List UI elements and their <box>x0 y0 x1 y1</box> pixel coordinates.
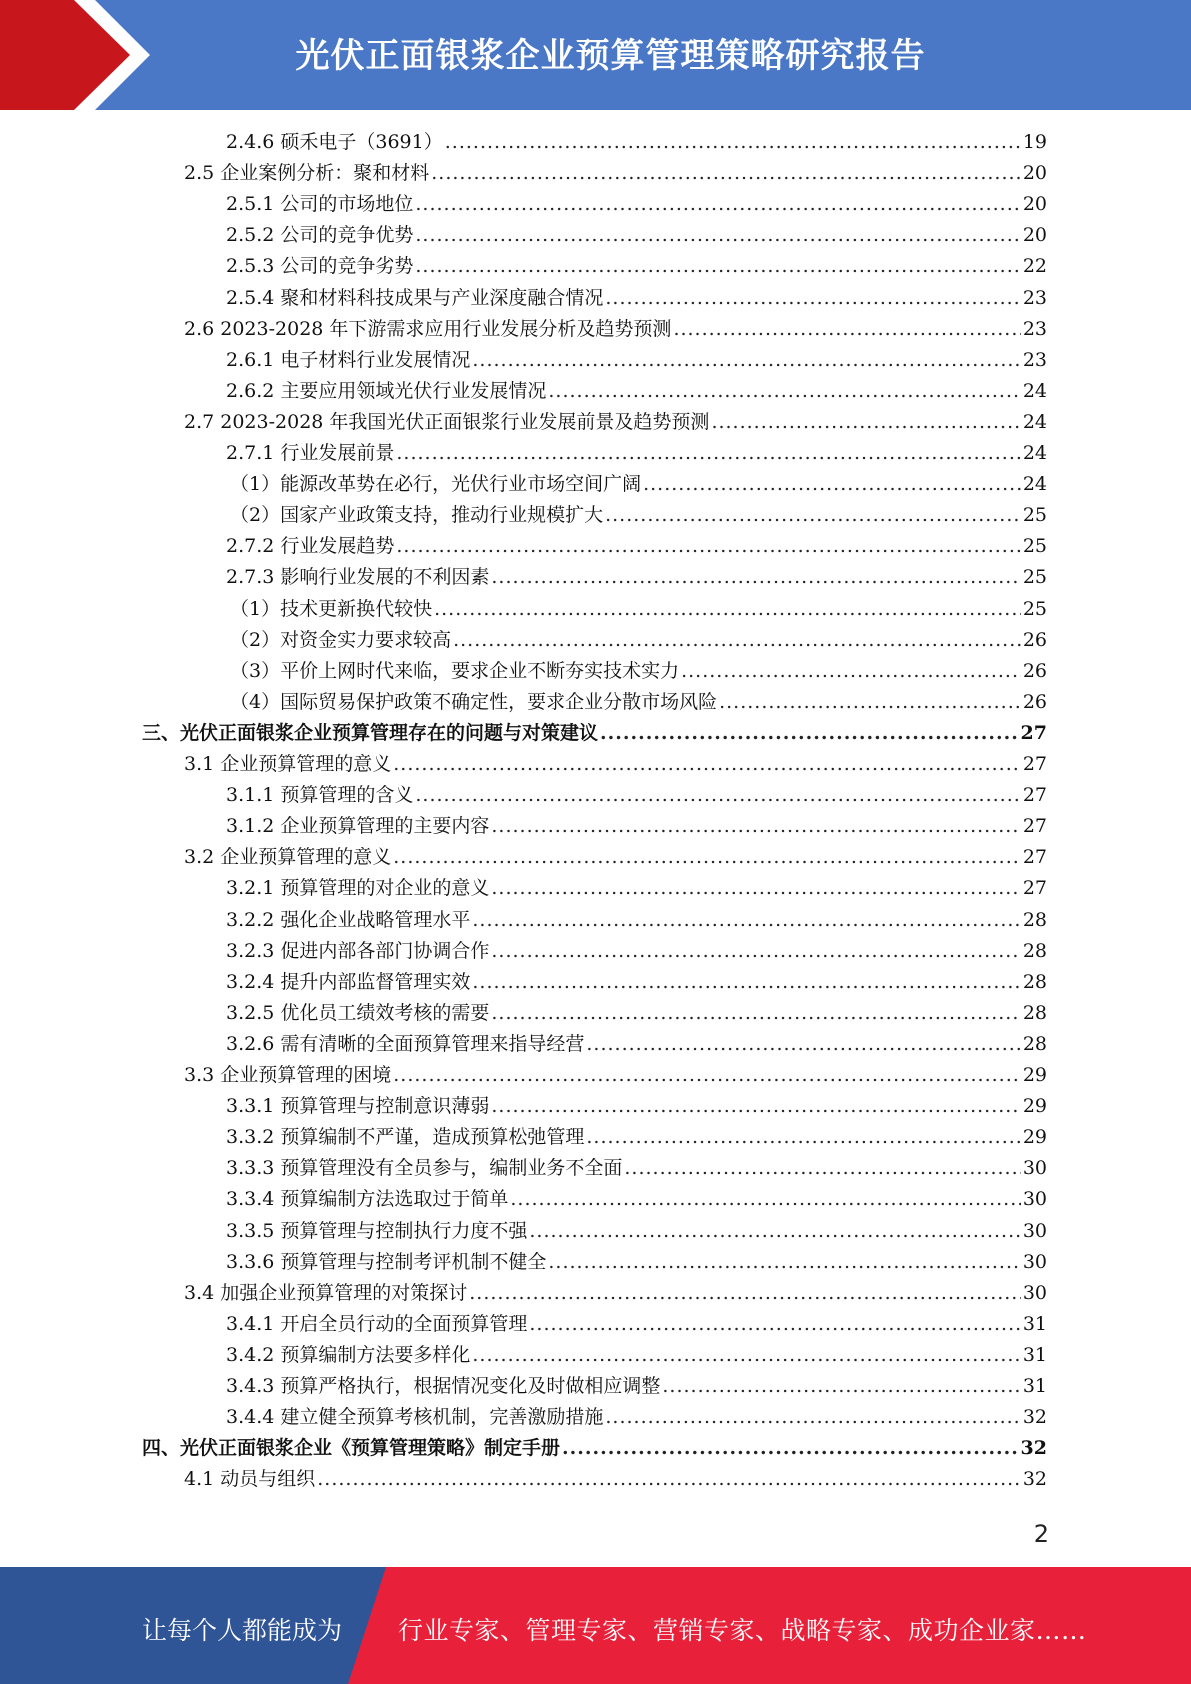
toc-entry[interactable] <box>226 811 1047 842</box>
toc-entry-page: 31 <box>1022 1375 1047 1397</box>
toc-entry-page: 30 <box>1022 1250 1047 1273</box>
toc-entry-label: 2.5.2 公司的竞争优势 <box>226 224 414 247</box>
toc-entry[interactable] <box>226 905 1047 936</box>
toc-leader-dots <box>396 531 1020 562</box>
toc-leader-dots <box>491 811 1020 842</box>
toc-entry[interactable] <box>226 1309 1047 1340</box>
toc-entry[interactable] <box>226 1091 1047 1122</box>
toc-leader-dots <box>415 189 1020 220</box>
toc-entry-page: 19 <box>1022 131 1047 153</box>
footer-slogan-right: 行业专家、管理专家、营销专家、战略专家、成功企业家…… <box>398 1616 1087 1645</box>
toc-entry-page: 28 <box>1022 939 1047 962</box>
toc-entry-label: 2.7.1 行业发展前景 <box>226 442 395 464</box>
toc-entry-page: 24 <box>1022 379 1047 402</box>
header-band <box>0 0 1191 110</box>
toc-entry[interactable] <box>226 376 1047 407</box>
toc-entry[interactable] <box>226 873 1047 904</box>
toc-entry-page: 29 <box>1022 1126 1047 1149</box>
toc-leader-dots <box>548 376 1020 407</box>
toc-entry-page: 26 <box>1022 628 1047 651</box>
toc-entry-page: 29 <box>1022 1095 1047 1118</box>
toc-leader-dots <box>605 1402 1020 1433</box>
toc-entry-label: 2.5.1 公司的市场地位 <box>226 193 414 216</box>
toc-entry-page: 23 <box>1022 286 1047 309</box>
toc-entry[interactable] <box>226 1247 1047 1278</box>
toc-entry-label: 4.1 动员与组织 <box>184 1468 316 1491</box>
toc-entry[interactable] <box>226 1340 1047 1371</box>
toc-entry-label: 2.5.3 公司的竞争劣势 <box>226 255 414 278</box>
toc-entry-page: 31 <box>1022 1312 1047 1335</box>
toc-entry[interactable] <box>230 594 1047 625</box>
toc-entry[interactable] <box>184 749 1047 780</box>
toc-leader-dots <box>548 1247 1020 1278</box>
toc-leader-dots <box>491 1091 1020 1122</box>
toc-entry-label: 2.7 2023-2028 年我国光伏正面银浆行业发展前景及趋势预测 <box>184 410 710 433</box>
toc-entry-label: 3.3.4 预算编制方法选取过于简单 <box>226 1188 509 1211</box>
toc-leader-dots <box>711 407 1020 438</box>
toc-leader-dots <box>472 967 1020 998</box>
toc-entry-label: （4）国际贸易保护政策不确定性，要求企业分散市场风险 <box>230 690 718 713</box>
toc-entry-page: 25 <box>1022 504 1047 527</box>
toc-entry-label: 3.4.2 预算编制方法要多样化 <box>226 1343 471 1366</box>
toc-entry-label: （2）对资金实力要求较高 <box>230 628 452 651</box>
toc-entry-label: （2）国家产业政策支持，推动行业规模扩大 <box>230 504 604 527</box>
toc-leader-dots <box>472 1340 1020 1371</box>
page-number: 2 <box>1033 1520 1049 1548</box>
toc-entry-page: 30 <box>1022 1219 1047 1242</box>
toc-entry[interactable] <box>226 936 1047 967</box>
toc-entry-label: 3.1.2 企业预算管理的主要内容 <box>226 815 490 838</box>
footer-band <box>0 1567 1191 1684</box>
toc-leader-dots <box>673 314 1020 345</box>
toc-entry[interactable] <box>142 718 1047 749</box>
toc-entry-page: 32 <box>1022 1468 1047 1491</box>
toc-entry-label: 3.2.5 优化员工绩效考核的需要 <box>226 1001 490 1024</box>
toc-leader-dots <box>643 469 1021 500</box>
toc-entry[interactable] <box>226 1216 1047 1247</box>
toc-entry-page: 26 <box>1022 690 1047 713</box>
toc-entry-label: 2.7.3 影响行业发展的不利因素 <box>226 566 490 589</box>
toc-entry-page: 28 <box>1022 970 1047 993</box>
toc-leader-dots <box>431 158 1021 189</box>
toc-leader-dots <box>434 594 1021 625</box>
toc-entry-label: 3.4.1 开启全员行动的全面预算管理 <box>226 1312 528 1335</box>
toc-leader-dots <box>510 1184 1020 1215</box>
toc-entry[interactable] <box>226 283 1047 314</box>
toc-entry[interactable] <box>226 220 1047 251</box>
toc-entry-page: 31 <box>1022 1343 1047 1366</box>
toc-entry[interactable] <box>226 127 1047 158</box>
toc-entry[interactable] <box>226 1153 1047 1184</box>
toc-entry-page: 28 <box>1022 908 1047 931</box>
toc-leader-dots <box>445 127 1021 158</box>
toc-leader-dots <box>605 283 1020 314</box>
toc-leader-dots <box>317 1464 1021 1495</box>
toc-leader-dots <box>491 562 1020 593</box>
toc-entry-label: 3.3.6 预算管理与控制考评机制不健全 <box>226 1250 547 1273</box>
toc-entry-label: 3.3 企业预算管理的困境 <box>184 1064 392 1086</box>
toc-entry-page: 20 <box>1022 162 1047 185</box>
toc-entry-page: 22 <box>1022 255 1047 278</box>
footer-slogan-left: 让每个人都能成为 <box>142 1616 343 1645</box>
toc-leader-dots <box>562 1433 1019 1464</box>
toc-entry-label: 3.4.4 建立健全预算考核机制，完善激励措施 <box>226 1406 604 1429</box>
toc-entry-label: 3.4 加强企业预算管理的对策探讨 <box>184 1281 468 1304</box>
toc-entry-page: 30 <box>1022 1188 1047 1211</box>
toc-entry-page: 27 <box>1022 815 1047 838</box>
toc-leader-dots <box>491 873 1020 904</box>
toc-entry-label: 3.1.1 预算管理的含义 <box>226 784 414 807</box>
toc-entry[interactable] <box>184 407 1047 438</box>
toc-entry-label: 3.2 企业预算管理的意义 <box>184 846 392 869</box>
toc-leader-dots <box>624 1153 1020 1184</box>
toc-entry-page: 29 <box>1022 1064 1047 1086</box>
toc-entry[interactable] <box>142 1433 1047 1464</box>
toc-entry-label: 2.7.2 行业发展趋势 <box>226 535 395 558</box>
toc-entry[interactable] <box>226 251 1047 282</box>
toc-entry-label: （3）平价上网时代来临，要求企业不断夯实技术实力 <box>230 659 680 682</box>
toc-leader-dots <box>415 220 1020 251</box>
toc-leader-dots <box>681 656 1021 687</box>
toc-entry-label: 3.2.6 需有清晰的全面预算管理来指导经营 <box>226 1032 585 1055</box>
toc-entry[interactable] <box>230 469 1047 500</box>
toc-entry-page: 28 <box>1022 1001 1047 1024</box>
toc-leader-dots <box>472 345 1020 376</box>
toc-entry-label: 3.2.4 提升内部监督管理实效 <box>226 970 471 993</box>
toc-entry[interactable] <box>226 562 1047 593</box>
toc-entry-page: 32 <box>1020 1437 1047 1460</box>
toc-leader-dots <box>453 625 1021 656</box>
toc-entry[interactable] <box>226 1402 1047 1433</box>
toc-entry-page: 27 <box>1022 877 1047 900</box>
toc-leader-dots <box>491 998 1020 1029</box>
toc-leader-dots <box>415 780 1020 811</box>
toc-entry[interactable] <box>226 531 1047 562</box>
toc-entry[interactable] <box>184 842 1047 873</box>
toc-entry[interactable] <box>226 967 1047 998</box>
toc-entry[interactable] <box>184 1464 1047 1495</box>
toc-entry[interactable] <box>226 438 1047 469</box>
toc-leader-dots <box>529 1216 1020 1247</box>
toc-entry[interactable] <box>230 625 1047 656</box>
toc-entry-page: 30 <box>1022 1281 1047 1304</box>
toc-entry-label: 2.6.1 电子材料行业发展情况 <box>226 348 471 371</box>
toc-leader-dots <box>472 905 1020 936</box>
toc-entry-page: 30 <box>1022 1157 1047 1180</box>
toc-leader-dots <box>393 749 1021 780</box>
toc-entry-page: 24 <box>1022 442 1047 464</box>
toc-leader-dots <box>719 687 1021 718</box>
toc-leader-dots <box>662 1371 1020 1402</box>
toc-entry-page: 25 <box>1022 597 1047 620</box>
toc-entry-label: （1）技术更新换代较快 <box>230 597 433 620</box>
toc-entry-page: 25 <box>1022 535 1047 558</box>
toc-entry-label: 3.2.2 强化企业战略管理水平 <box>226 908 471 931</box>
toc-leader-dots <box>529 1309 1020 1340</box>
toc-leader-dots <box>415 251 1020 282</box>
toc-entry-label: 3.2.1 预算管理的对企业的意义 <box>226 877 490 900</box>
toc-entry-page: 20 <box>1022 193 1047 216</box>
toc-entry-page: 26 <box>1022 659 1047 682</box>
toc-leader-dots <box>605 500 1021 531</box>
toc-entry-label: 三、光伏正面银浆企业预算管理存在的问题与对策建议 <box>142 721 599 744</box>
toc-entry-page: 32 <box>1022 1406 1047 1429</box>
toc-entry[interactable] <box>226 1371 1047 1402</box>
toc-entry-page: 28 <box>1022 1032 1047 1055</box>
toc-entry-page: 27 <box>1022 784 1047 807</box>
toc-entry-label: 2.4.6 硕禾电子（3691） <box>226 131 443 153</box>
toc-entry[interactable] <box>226 1184 1047 1215</box>
toc-entry-page: 27 <box>1020 721 1047 744</box>
toc-entry-label: 3.4.3 预算严格执行，根据情况变化及时做相应调整 <box>226 1375 661 1397</box>
toc-entry[interactable] <box>230 687 1047 718</box>
toc-entry-label: 3.2.3 促进内部各部门协调合作 <box>226 939 490 962</box>
toc-entry-page: 23 <box>1022 348 1047 371</box>
toc-entry-page: 25 <box>1022 566 1047 589</box>
toc-entry-label: 3.3.5 预算管理与控制执行力度不强 <box>226 1219 528 1242</box>
toc-entry[interactable] <box>226 998 1047 1029</box>
toc-entry-page: 23 <box>1022 317 1047 340</box>
toc-entry-label: 2.5.4 聚和材料科技成果与产业深度融合情况 <box>226 286 604 309</box>
toc-entry[interactable] <box>226 1122 1047 1153</box>
toc-entry-page: 24 <box>1022 410 1047 433</box>
toc-entry-page: 27 <box>1022 846 1047 869</box>
toc-entry[interactable] <box>226 345 1047 376</box>
toc-entry-page: 24 <box>1022 473 1047 496</box>
toc-leader-dots <box>586 1029 1020 1060</box>
toc-entry[interactable] <box>226 780 1047 811</box>
toc-entry-page: 27 <box>1022 753 1047 775</box>
toc-entry-label: 2.6 2023-2028 年下游需求应用行业发展分析及趋势预测 <box>184 317 672 340</box>
toc-entry-label: 3.1 企业预算管理的意义 <box>184 753 392 775</box>
toc-entry[interactable] <box>230 500 1047 531</box>
toc-entry-label: （1）能源改革势在必行，光伏行业市场空间广阔 <box>230 473 642 496</box>
toc-entry-label: 3.3.2 预算编制不严谨，造成预算松弛管理 <box>226 1126 585 1149</box>
toc-entry-page: 20 <box>1022 224 1047 247</box>
toc-leader-dots <box>396 438 1020 469</box>
toc-entry[interactable] <box>184 1060 1047 1091</box>
toc-leader-dots <box>393 842 1021 873</box>
toc-leader-dots <box>491 936 1020 967</box>
toc-entry[interactable] <box>230 656 1047 687</box>
toc-leader-dots <box>393 1060 1021 1091</box>
toc-entry[interactable] <box>184 158 1047 189</box>
toc-entry-label: 3.3.1 预算管理与控制意识薄弱 <box>226 1095 490 1118</box>
document-title: 光伏正面银浆企业预算管理策略研究报告 <box>295 36 926 76</box>
toc-entry[interactable] <box>184 314 1047 345</box>
toc-entry-label: 四、光伏正面银浆企业《预算管理策略》制定手册 <box>142 1437 561 1460</box>
toc-leader-dots <box>600 718 1019 749</box>
toc-entry-label: 2.6.2 主要应用领域光伏行业发展情况 <box>226 379 547 402</box>
toc-entry[interactable] <box>184 1278 1047 1309</box>
toc-leader-dots <box>469 1278 1021 1309</box>
toc-entry[interactable] <box>226 1029 1047 1060</box>
toc-entry[interactable] <box>226 189 1047 220</box>
toc-leader-dots <box>586 1122 1020 1153</box>
toc-entry-label: 2.5 企业案例分析：聚和材料 <box>184 162 430 185</box>
toc-entry-label: 3.3.3 预算管理没有全员参与，编制业务不全面 <box>226 1157 623 1180</box>
